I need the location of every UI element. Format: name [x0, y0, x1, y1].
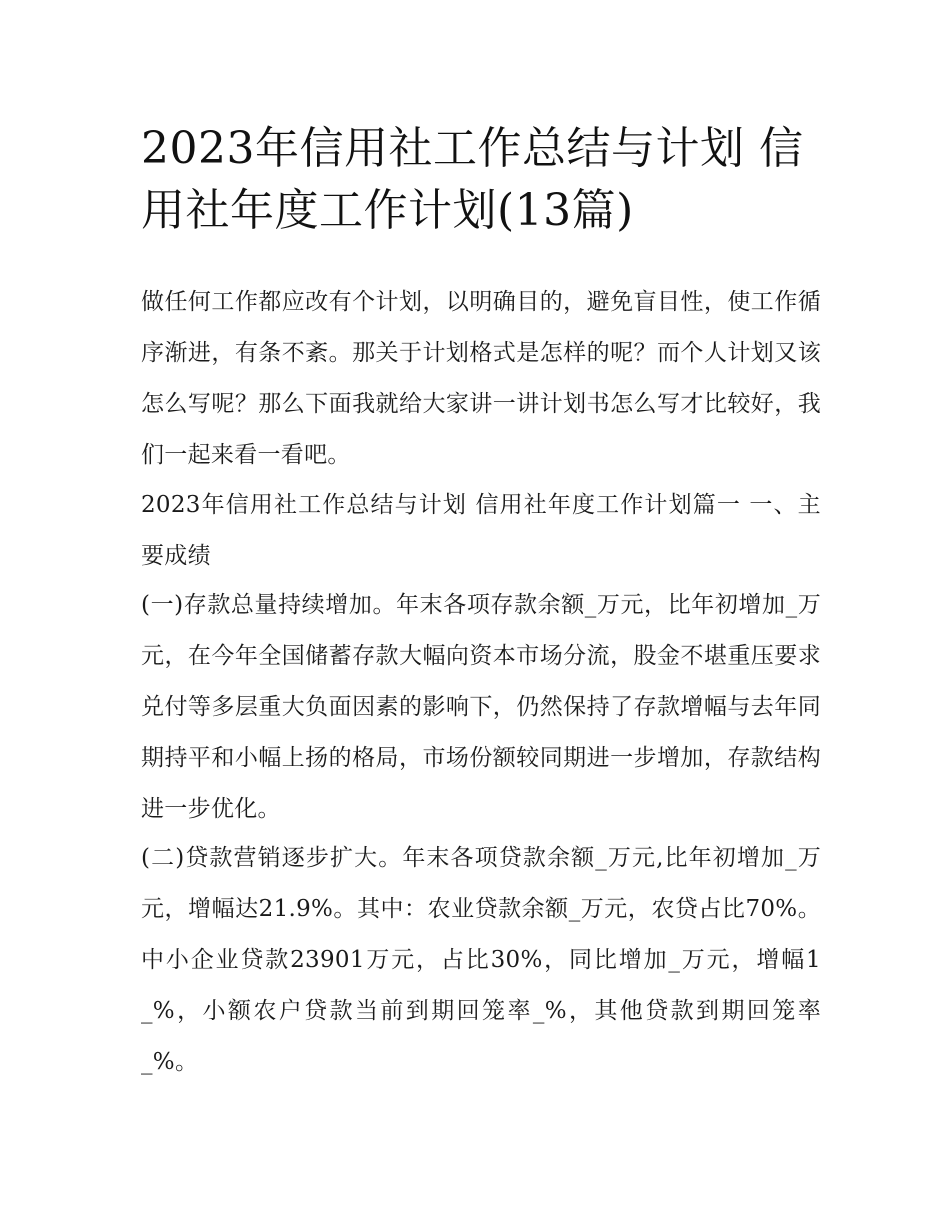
- section-heading-paragraph: 2023年信用社工作总结与计划 信用社年度工作计划篇一 一、主要成绩: [141, 492, 821, 569]
- document-title: 2023年信用社工作总结与计划 信用社年度工作计划(13篇): [141, 123, 804, 236]
- loans-paragraph: (二)贷款营销逐步扩大。年末各项贷款余额_万元,比年初增加_万元，增幅达21.9%。其中：农业贷款余额_万元，农贷占比70%。中小企业贷款23901万元，占比30%，同比增加_万元，增幅1_%，小额农户贷款当前到期回笼率_%，其他贷款到期回笼率_%。: [141, 845, 821, 1075]
- intro-paragraph: 做任何工作都应改有个计划，以明确目的，避免盲目性，使工作循序渐进，有条不紊。那关于计划格式是怎样的呢？而个人计划又该怎么写呢？那么下面我就给大家讲一讲计划书怎么写才比较好，我们一起来看一看吧。: [141, 289, 821, 468]
- deposits-paragraph: (一)存款总量持续增加。年末各项存款余额_万元，比年初增加_万元，在今年全国储蓄存款大幅向资本市场分流，股金不堪重压要求兑付等多层重大负面因素的影响下，仍然保持了存款增幅与去年同期持平和小幅上扬的格局，市场份额较同期进一步增加，存款结构进一步优化。: [141, 592, 821, 822]
